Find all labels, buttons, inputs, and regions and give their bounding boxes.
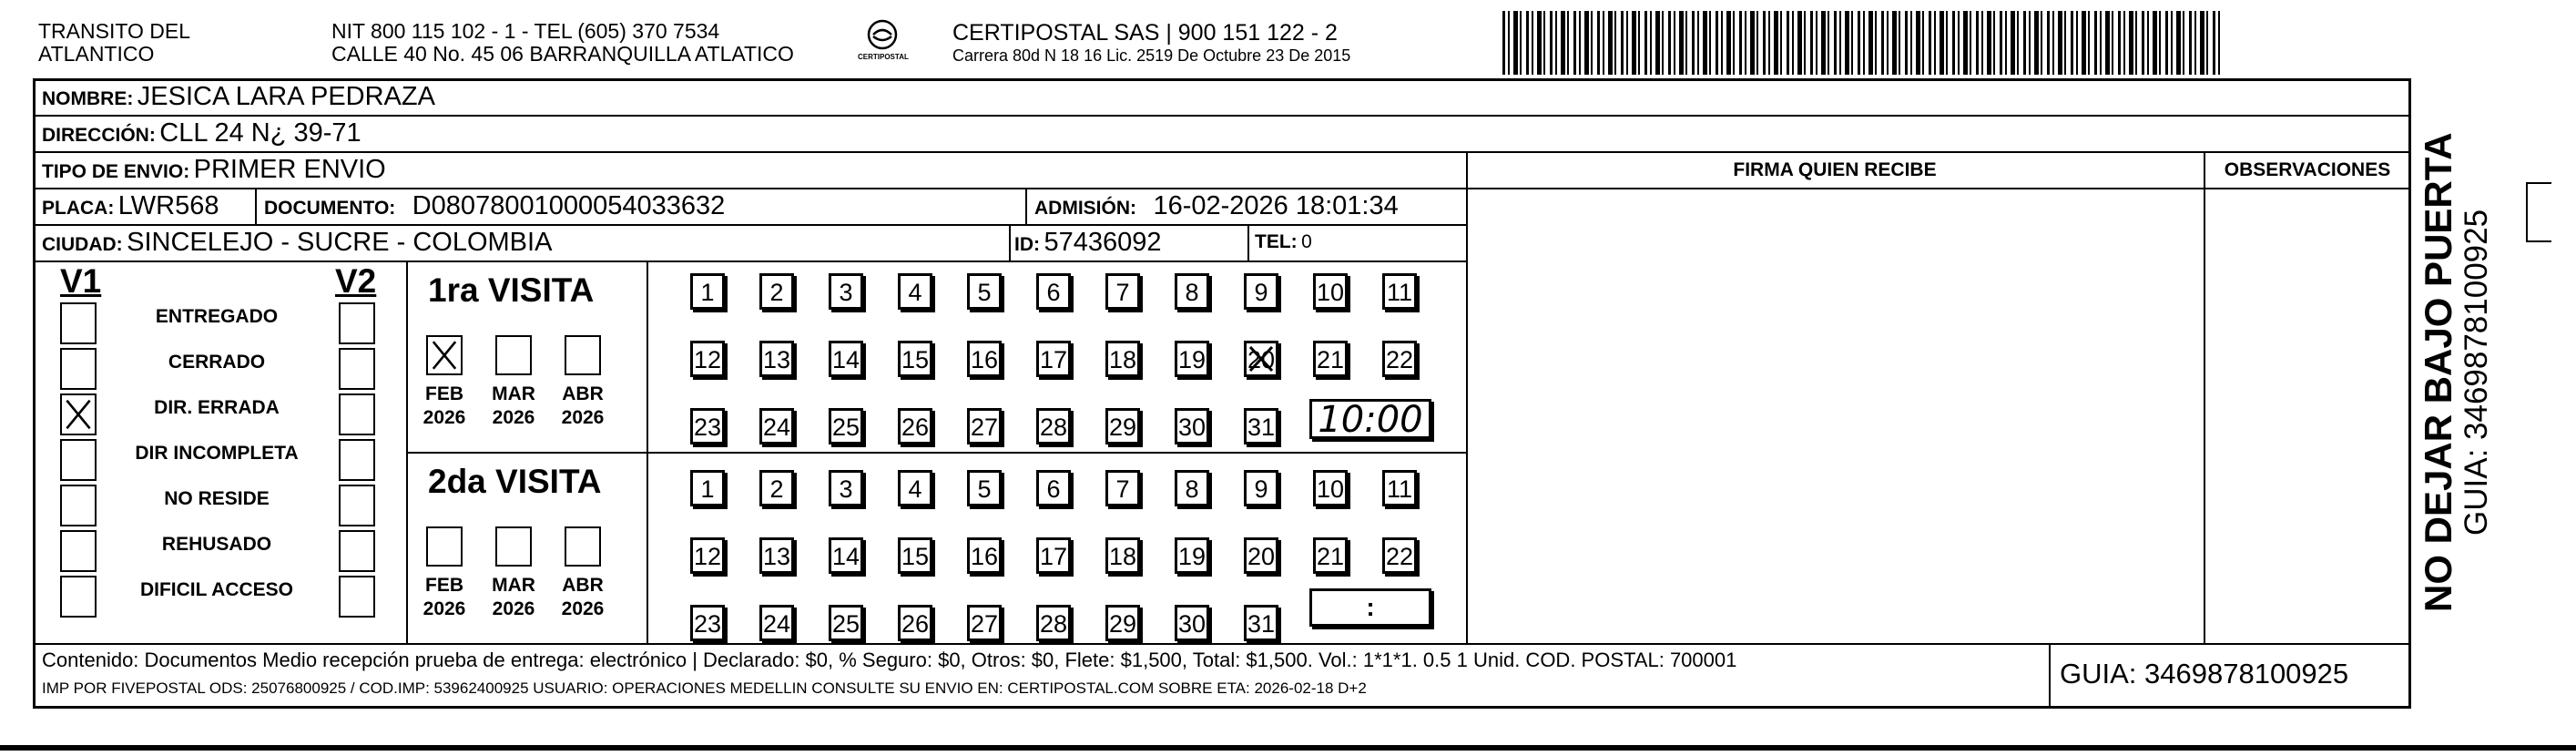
- no-under-door-warning: NO DEJAR BAJO PUERTA: [2417, 132, 2459, 612]
- footer-guia: GUIA: 3469878100925: [2060, 658, 2349, 690]
- v2-checkbox[interactable]: [339, 530, 375, 572]
- barcode: [1502, 11, 2222, 75]
- imp-line: IMP POR FIVEPOSTAL ODS: 25076800925 / COD.IMP: 53962400925 USUARIO: OPERACIONES MEDELLIN CONSULTE SU ENVIO EN: CERTIPOSTAL.COM SOBRE ETA: 2026-02-18 D+2: [42, 679, 1367, 697]
- v1-checkbox[interactable]: [60, 485, 97, 526]
- row-divider: [33, 261, 1468, 262]
- reason-label: REHUSADO: [161, 534, 272, 555]
- day-box[interactable]: 15: [898, 537, 932, 574]
- edge-mark: [2526, 182, 2551, 242]
- day-box[interactable]: 5: [967, 470, 1002, 506]
- courier-info: CERTIPOSTAL SAS | 900 151 122 - 2 Carrera 80d N 18 16 Lic. 2519 De Octubre 23 De 2015: [952, 20, 1351, 65]
- row-divider: [33, 115, 2411, 117]
- v2-checkbox[interactable]: [339, 302, 375, 344]
- month-label: FEB 2026: [423, 383, 466, 428]
- day-box[interactable]: 22: [1382, 537, 1417, 574]
- second-visit-time: :: [1366, 593, 1375, 621]
- x-mark-icon: [1247, 343, 1276, 374]
- day-box[interactable]: 4: [898, 470, 932, 506]
- day-box[interactable]: 18: [1105, 341, 1140, 377]
- reason-label: DIR. ERRADA: [154, 397, 280, 418]
- day-box[interactable]: 2: [759, 470, 794, 506]
- reason-label: NO RESIDE: [164, 488, 270, 509]
- month-label: ABR 2026: [561, 575, 605, 619]
- name-row: NOMBRE: JESICA LARA PEDRAZA: [42, 82, 435, 111]
- day-box[interactable]: 20: [1244, 341, 1278, 377]
- month-label: ABR 2026: [561, 383, 605, 428]
- plate-field: PLACA: LWR568: [42, 191, 219, 220]
- second-visit-title: 2da VISITA: [428, 463, 602, 500]
- month-checkbox[interactable]: [565, 335, 601, 375]
- day-box[interactable]: 23: [690, 605, 725, 641]
- day-box[interactable]: 19: [1175, 341, 1209, 377]
- day-box[interactable]: 28: [1036, 605, 1071, 641]
- row-divider: [33, 151, 2411, 153]
- v2-checkbox[interactable]: [339, 393, 375, 435]
- observations-header: OBSERVACIONES: [2224, 159, 2391, 180]
- x-mark-icon: [62, 395, 95, 434]
- month-checkbox[interactable]: [565, 526, 601, 567]
- day-box[interactable]: 25: [829, 605, 863, 641]
- first-visit-title: 1ra VISITA: [428, 271, 595, 309]
- day-box[interactable]: 7: [1105, 470, 1140, 506]
- month-label: MAR 2026: [492, 383, 535, 428]
- day-box[interactable]: 8: [1175, 273, 1209, 310]
- company-contact: NIT 800 115 102 - 1 - TEL (605) 370 7534 CALLE 40 No. 45 06 BARRANQUILLA ATLATICO: [331, 19, 794, 66]
- recipient-address: CLL 24 N¿ 39-71: [159, 118, 361, 148]
- x-mark-icon: [428, 337, 461, 373]
- bottom-rule: [0, 745, 2576, 751]
- v1-checkbox[interactable]: [60, 439, 97, 481]
- month-label: MAR 2026: [492, 575, 535, 619]
- v2-checkbox[interactable]: [339, 576, 375, 618]
- day-box[interactable]: 21: [1313, 341, 1348, 377]
- v1-checkbox[interactable]: [60, 530, 97, 572]
- day-box[interactable]: 27: [967, 605, 1002, 641]
- day-box[interactable]: 14: [829, 341, 863, 377]
- company-name: TRANSITO DEL ATLANTICO: [38, 19, 190, 66]
- day-box[interactable]: 11: [1382, 470, 1417, 506]
- certipostal-logo: CERTIPOSTAL: [858, 16, 907, 66]
- day-box[interactable]: 16: [967, 537, 1002, 574]
- v1-checkbox[interactable]: [60, 576, 97, 618]
- v1-checkbox[interactable]: [60, 348, 97, 390]
- day-box[interactable]: 21: [1313, 537, 1348, 574]
- day-box[interactable]: 12: [690, 537, 725, 574]
- day-box[interactable]: 27: [967, 408, 1002, 444]
- month-checkbox[interactable]: [495, 335, 532, 375]
- side-guia: GUIA: 3469878100925: [2459, 209, 2494, 536]
- visit-divider: [406, 452, 1466, 454]
- v2-checkbox[interactable]: [339, 485, 375, 526]
- day-box[interactable]: 16: [967, 341, 1002, 377]
- day-box[interactable]: 2: [759, 273, 794, 310]
- address-row: DIRECCIÓN: CLL 24 N¿ 39-71: [42, 118, 361, 148]
- day-box[interactable]: 5: [967, 273, 1002, 310]
- city-field: CIUDAD: SINCELEJO - SUCRE - COLOMBIA: [42, 228, 553, 257]
- day-box[interactable]: 13: [759, 341, 794, 377]
- recipient-name: JESICA LARA PEDRAZA: [137, 82, 435, 111]
- day-box[interactable]: 6: [1036, 273, 1071, 310]
- row-divider: [1466, 188, 2411, 189]
- day-box[interactable]: 9: [1244, 470, 1278, 506]
- v2-header: V2: [335, 262, 377, 300]
- day-box[interactable]: 25: [829, 408, 863, 444]
- shipment-type: PRIMER ENVIO: [193, 155, 386, 184]
- day-box[interactable]: 12: [690, 341, 725, 377]
- day-box[interactable]: 29: [1105, 408, 1140, 444]
- day-box[interactable]: 3: [829, 470, 863, 506]
- day-box[interactable]: 18: [1105, 537, 1140, 574]
- day-box[interactable]: 17: [1036, 341, 1071, 377]
- day-box[interactable]: 26: [898, 408, 932, 444]
- day-box[interactable]: 1: [690, 273, 725, 310]
- row-divider: [33, 643, 2411, 645]
- day-box[interactable]: 19: [1175, 537, 1209, 574]
- first-visit-time-box[interactable]: [1309, 399, 1431, 439]
- day-box[interactable]: 1: [690, 470, 725, 506]
- day-box[interactable]: 26: [898, 605, 932, 641]
- day-box[interactable]: 24: [759, 605, 794, 641]
- day-box[interactable]: 31: [1244, 605, 1278, 641]
- day-box[interactable]: 20: [1244, 537, 1278, 574]
- month-checkbox[interactable]: [426, 335, 463, 375]
- day-box[interactable]: 29: [1105, 605, 1140, 641]
- id-field: ID: 57436092: [1014, 228, 1162, 257]
- day-box[interactable]: 13: [759, 537, 794, 574]
- day-box[interactable]: 22: [1382, 341, 1417, 377]
- type-row: TIPO DE ENVIO: PRIMER ENVIO: [42, 155, 386, 184]
- signature-header: FIRMA QUIEN RECIBE: [1733, 159, 1937, 180]
- v2-checkbox[interactable]: [339, 348, 375, 390]
- day-box[interactable]: 30: [1175, 605, 1209, 641]
- day-box[interactable]: 6: [1036, 470, 1071, 506]
- cell-divider: [1247, 224, 1249, 261]
- month-label: FEB 2026: [423, 575, 466, 619]
- reason-label: ENTREGADO: [155, 306, 279, 327]
- day-box[interactable]: 7: [1105, 273, 1140, 310]
- day-box[interactable]: 30: [1175, 408, 1209, 444]
- v1-checkbox[interactable]: [60, 302, 97, 344]
- observations-divider: [2204, 151, 2205, 643]
- v1-header: V1: [60, 262, 102, 300]
- tel-field: TEL: 0: [1255, 231, 1312, 252]
- day-box[interactable]: 14: [829, 537, 863, 574]
- cell-divider: [1025, 188, 1027, 224]
- content-line: Contenido: Documentos Medio recepción prueba de entrega: electrónico | Declarado: $0, % Seguro: $0, Otros: $0, Flete: $1,500, Total: $1,500. Vol.: 1*1*1. 0.5 1 Unid. COD. POSTAL: 700001: [42, 649, 1737, 671]
- row-divider: [33, 224, 1468, 226]
- signature-divider: [1466, 151, 1468, 643]
- day-box[interactable]: 3: [829, 273, 863, 310]
- day-box[interactable]: 24: [759, 408, 794, 444]
- reason-label: DIFICIL ACCESO: [139, 579, 293, 600]
- day-box[interactable]: 31: [1244, 408, 1278, 444]
- month-checkbox[interactable]: [426, 526, 463, 567]
- day-box[interactable]: 28: [1036, 408, 1071, 444]
- cell-divider: [1009, 224, 1011, 261]
- day-box[interactable]: 10: [1313, 273, 1348, 310]
- day-box[interactable]: 11: [1382, 273, 1417, 310]
- reason-label: DIR INCOMPLETA: [135, 443, 299, 464]
- day-box[interactable]: 10: [1313, 470, 1348, 506]
- day-box[interactable]: 9: [1244, 273, 1278, 310]
- day-box[interactable]: 17: [1036, 537, 1071, 574]
- month-checkbox[interactable]: [495, 526, 532, 567]
- reason-label: CERRADO: [168, 352, 266, 373]
- day-box[interactable]: 23: [690, 408, 725, 444]
- document-field: DOCUMENTO: D08078001000054033632: [264, 191, 726, 220]
- footer-divider: [2049, 643, 2051, 709]
- day-box[interactable]: 15: [898, 341, 932, 377]
- day-box[interactable]: 8: [1175, 470, 1209, 506]
- v2-checkbox[interactable]: [339, 439, 375, 481]
- cell-divider: [255, 188, 257, 224]
- day-box[interactable]: 4: [898, 273, 932, 310]
- second-visit-time-box[interactable]: [1309, 588, 1431, 627]
- admission-field: ADMISIÓN: 16-02-2026 18:01:34: [1034, 191, 1399, 220]
- first-visit-time: 10:00: [1318, 399, 1423, 441]
- v1-checkbox[interactable]: [60, 393, 97, 435]
